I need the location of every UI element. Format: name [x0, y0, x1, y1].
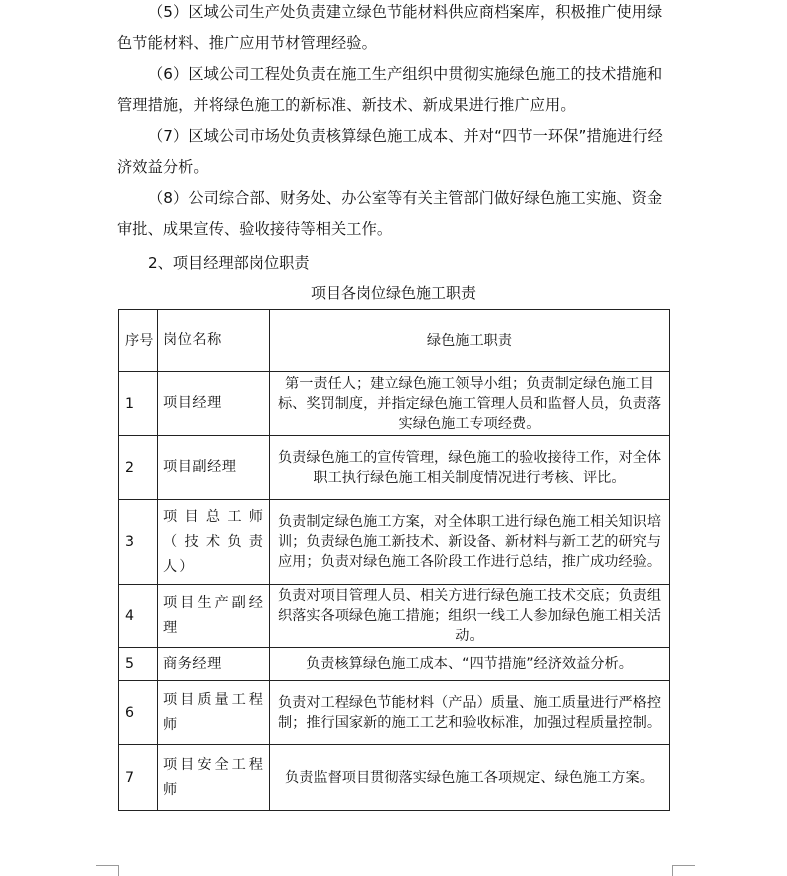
table-row: [119, 436, 670, 500]
row-no: 1: [119, 372, 158, 436]
row-duty: 负责绿色施工的宣传管理，绿色施工的验收接待工作，对全体职工执行绿色施工相关制度情况进行考核、评比。: [270, 436, 670, 500]
row-duty: 负责监督项目贯彻落实绿色施工各项规定、绿色施工方案。: [270, 745, 670, 811]
row-no: 6: [119, 681, 158, 745]
table-row: [119, 745, 670, 811]
row-position: 项目总工师（技术负责人）: [158, 500, 270, 585]
paragraph-6: [117, 59, 672, 121]
duty-table: [118, 309, 670, 811]
paragraph-8: [117, 183, 672, 245]
row-position: 项目质量工程师: [158, 681, 270, 745]
table-title: 项目各岗位绿色施工职责: [310, 284, 476, 302]
table-row: [119, 681, 670, 745]
table-row: [119, 585, 670, 648]
page-corner-mark-right: [672, 865, 695, 876]
row-no: 2: [119, 436, 158, 500]
header-position: 岗位名称: [158, 310, 270, 372]
row-duty: 负责对工程绿色节能材料（产品）质量、施工质量进行严格控制；推行国家新的施工工艺和验收标准，加强过程质量控制。: [270, 681, 670, 745]
row-no: 7: [119, 745, 158, 811]
paragraph-8-text: （8）公司综合部、财务处、办公室等有关主管部门做好绿色施工实施、资金审批、成果宣传、验收接待等相关工作。: [117, 189, 663, 238]
row-no: 3: [119, 500, 158, 585]
section-subheading: 2、项目经理部岗位职责: [148, 254, 310, 272]
row-duty: 负责制定绿色施工方案，对全体职工进行绿色施工相关知识培训；负责绿色施工新技术、新设备、新材料与新工艺的研究与应用；负责对绿色施工各阶段工作进行总结，推广成功经验。: [270, 500, 670, 585]
paragraph-6-text: （6）区域公司工程处负责在施工生产组织中贯彻实施绿色施工的技术措施和管理措施，并将绿色施工的新标准、新技术、新成果进行推广应用。: [117, 65, 663, 114]
row-position: 项目经理: [158, 372, 270, 436]
paragraph-7: [117, 121, 672, 183]
table-row: [119, 500, 670, 585]
row-duty: 负责核算绿色施工成本、“四节措施”经济效益分析。: [270, 648, 670, 681]
header-duty: 绿色施工职责: [270, 310, 670, 372]
row-position: 项目生产副经理: [158, 585, 270, 648]
paragraph-5: [117, 0, 672, 59]
row-position: 项目副经理: [158, 436, 270, 500]
table-header-row: [119, 310, 670, 372]
header-no: 序号: [119, 310, 158, 372]
row-duty: 第一责任人；建立绿色施工领导小组；负责制定绿色施工目标、奖罚制度，并指定绿色施工管理人员和监督人员，负责落实绿色施工专项经费。: [270, 372, 670, 436]
paragraph-7-text: （7）区域公司市场处负责核算绿色施工成本、并对“四节一环保”措施进行经济效益分析。: [117, 127, 663, 176]
paragraph-5-text: （5）区域公司生产处负责建立绿色节能材料供应商档案库，积极推广使用绿色节能材料、推广应用节材管理经验。: [117, 3, 663, 52]
page-corner-mark-left: [96, 865, 119, 876]
table-row: [119, 372, 670, 436]
row-duty: 负责对项目管理人员、相关方进行绿色施工技术交底；负责组织落实各项绿色施工措施；组织一线工人参加绿色施工相关活动。: [270, 585, 670, 648]
row-position: 商务经理: [158, 648, 270, 681]
row-position: 项目安全工程师: [158, 745, 270, 811]
row-no: 5: [119, 648, 158, 681]
table-row: [119, 648, 670, 681]
row-no: 4: [119, 585, 158, 648]
